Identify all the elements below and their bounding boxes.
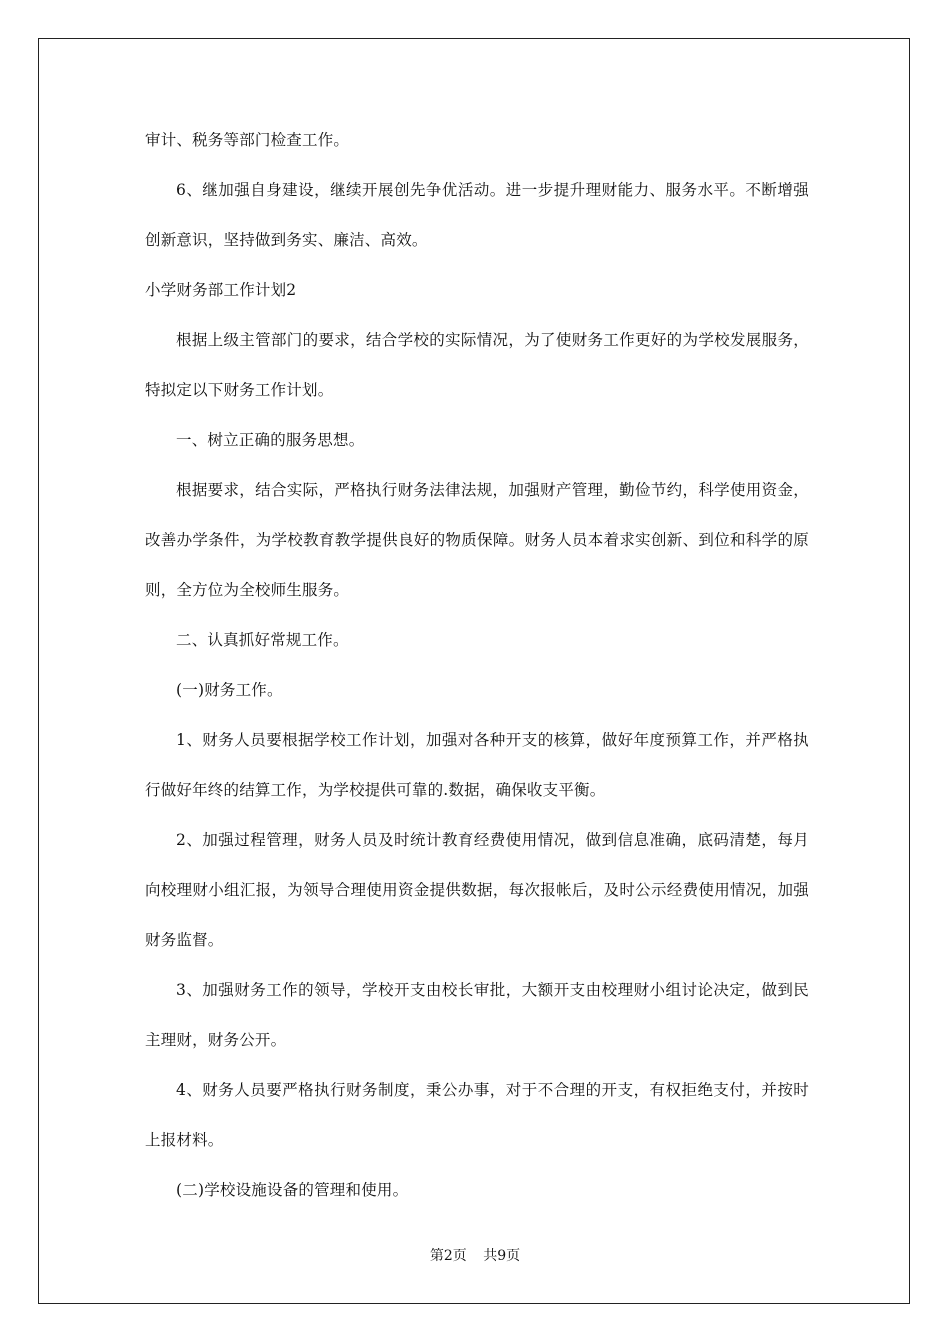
paragraph-line: 4、财务人员要严格执行财务制度，秉公办事，对于不合理的开支，有权拒绝支付，并按时 [176,1081,809,1099]
subheading: (一)财务工作。 [176,681,283,699]
paragraph-line: 特拟定以下财务工作计划。 [145,381,334,399]
subheading: 一、树立正确的服务思想。 [176,431,365,449]
section-heading: 小学财务部工作计划2 [145,281,297,299]
paragraph-line: 审计、税务等部门检查工作。 [145,131,350,149]
paragraph-line: 向校理财小组汇报，为领导合理使用资金提供数据，每次报帐后，及时公示经费使用情况，加强 [145,881,809,899]
paragraph-line: 改善办学条件，为学校教育教学提供良好的物质保障。财务人员本着求实创新、到位和科学的原 [145,531,809,549]
paragraph-line: 6、继加强自身建设，继续开展创先争优活动。进一步提升理财能力、服务水平。不断增强 [176,181,809,199]
paragraph-line: 创新意识，坚持做到务实、廉洁、高效。 [145,231,428,249]
paragraph-line: 上报材料。 [145,1131,224,1149]
paragraph-line: 2、加强过程管理，财务人员及时统计教育经费使用情况，做到信息准确，底码清楚，每月 [176,831,809,849]
subheading: (二)学校设施设备的管理和使用。 [176,1181,409,1199]
paragraph-line: 根据上级主管部门的要求，结合学校的实际情况，为了使财务工作更好的为学校发展服务， [176,331,809,349]
page-total: 共9页 [483,1248,521,1264]
page-footer [0,1246,950,1266]
paragraph-line: 1、财务人员要根据学校工作计划，加强对各种开支的核算，做好年度预算工作，并严格执 [176,731,809,749]
paragraph-line: 主理财，财务公开。 [145,1031,287,1049]
page-number: 第2页 [429,1248,467,1264]
paragraph-line: 行做好年终的结算工作，为学校提供可靠的.数据，确保收支平衡。 [145,781,606,799]
paragraph-line: 根据要求，结合实际，严格执行财务法律法规，加强财产管理，勤俭节约，科学使用资金， [176,481,809,499]
paragraph-line: 财务监督。 [145,931,224,949]
paragraph-line: 则，全方位为全校师生服务。 [145,581,350,599]
paragraph-line: 3、加强财务工作的领导，学校开支由校长审批，大额开支由校理财小组讨论决定，做到民 [176,981,809,999]
subheading: 二、认真抓好常规工作。 [176,631,349,649]
document-body [145,118,809,1218]
